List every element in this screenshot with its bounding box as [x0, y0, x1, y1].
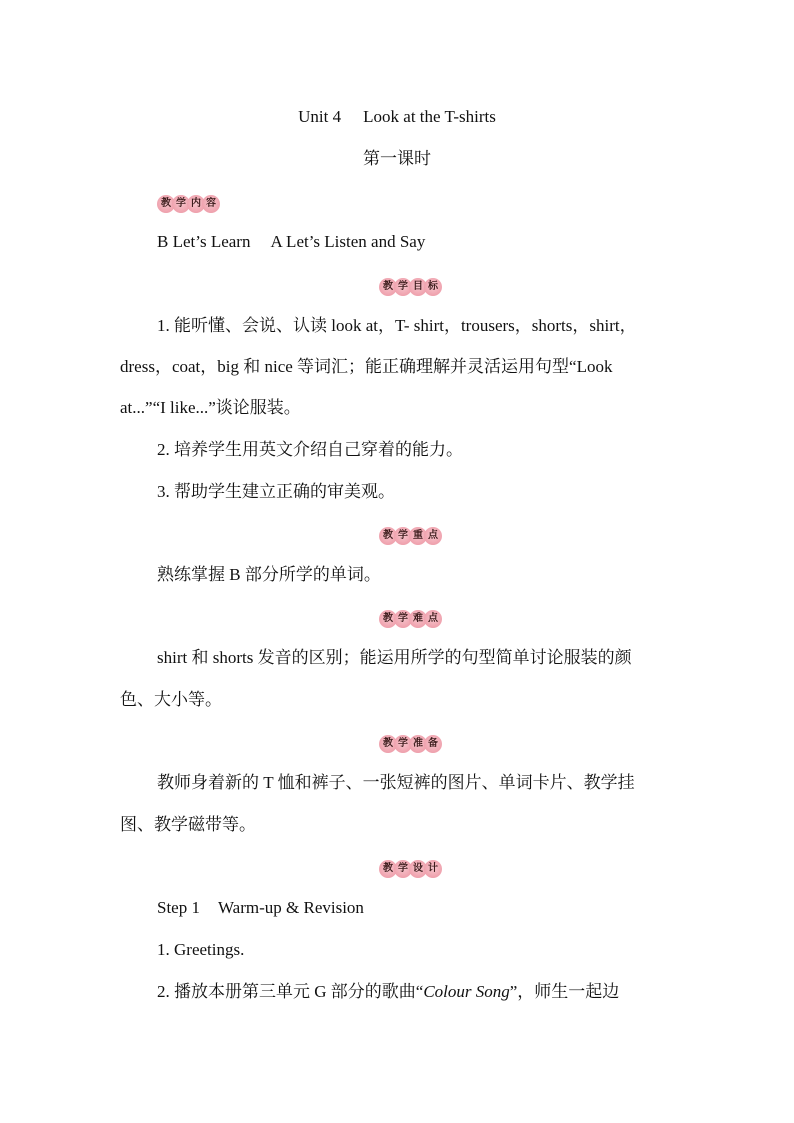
goal-1-line-1: 1. 能听懂、会说、认读 look at，T- shirt，trousers，shorts，shirt， [157, 316, 637, 335]
key-points-text: 熟练掌握 B 部分所学的单词。 [157, 565, 381, 584]
goal-3: 3. 帮助学生建立正确的审美观。 [157, 482, 395, 501]
difficulties-line-2: 色、大小等。 [120, 690, 222, 709]
goal-2: 2. 培养学生用英文介绍自己穿着的能力。 [157, 440, 463, 459]
content-line: B Let’s Learn A Let’s Listen and Say [157, 232, 426, 251]
preparation-line-2: 图、教学磁带等。 [120, 815, 256, 834]
section-badge-key-points: 教 学 重 点 [379, 525, 442, 543]
goal-1-line-3: at...”“I like...”谈论服装。 [120, 398, 301, 417]
goal-1-line-2: dress，coat，big 和 nice 等词汇；能正确理解并灵活运用句型“Look [120, 357, 613, 376]
document-title [0, 106, 794, 128]
section-badge-design: 教 学 设 计 [379, 858, 442, 876]
section-badge-preparation: 教 学 准 备 [379, 733, 442, 751]
lesson-subtitle: 第一课时 [363, 149, 431, 168]
preparation-line-1: 教师身着新的 T 恤和裤子、一张短裤的图片、单词卡片、教学挂 [157, 773, 635, 792]
unit-name: Look at the T-shirts [363, 107, 496, 126]
section-badge-difficulties: 教 学 难 点 [379, 608, 442, 626]
song-title: Colour Song [423, 982, 510, 1001]
section-badge-goals: 教 学 目 标 [379, 276, 442, 294]
design-item-1: 1. Greetings. [157, 940, 245, 959]
step-1-heading: Step 1 Warm-up & Revision [157, 898, 364, 917]
design-item-2: 2. 播放本册第三单元 G 部分的歌曲“Colour Song”，师生一起边 [157, 982, 620, 1001]
unit-number: Unit 4 [298, 107, 342, 126]
section-badge-content: 教 学 内 容 [157, 193, 220, 211]
difficulties-line-1: shirt 和 shorts 发音的区别；能运用所学的句型简单讨论服装的颜 [157, 648, 632, 667]
